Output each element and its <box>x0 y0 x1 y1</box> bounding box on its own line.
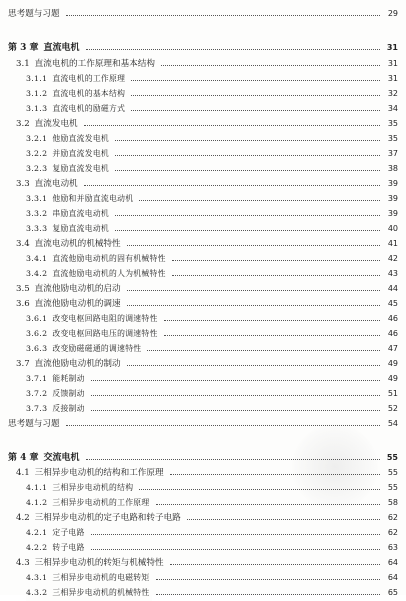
toc-entry-page: 29 <box>387 9 398 18</box>
toc-entry-number: 3.4 <box>16 239 30 249</box>
toc-entry-title: 直流电机的工作原理 <box>52 74 126 83</box>
toc-entry-section <box>0 236 406 252</box>
toc-entry-label <box>26 191 135 207</box>
toc-entry-number: 3.4.1 <box>26 254 48 263</box>
toc-entry-plain <box>0 416 406 432</box>
toc-entry-title: 直流电机的工作原理和基本结构 <box>34 59 155 69</box>
toc-entry-sub <box>0 495 406 511</box>
toc-entry-title: 三相异步电动机的电磁转矩 <box>52 573 150 582</box>
toc-entry-title: 三相异步电动机的工作原理 <box>52 498 150 507</box>
toc-entry-title: 三相异步电动机的机械特性 <box>52 588 150 597</box>
toc-entry-number: 3.1 <box>16 59 30 69</box>
toc-entry-number: 4.3 <box>16 558 30 568</box>
toc-entry-sub <box>0 371 406 387</box>
toc-entry-title: 三相异步电动机的结构 <box>52 483 134 492</box>
dot-leader <box>91 547 380 550</box>
dot-leader <box>131 108 380 111</box>
toc-entry-sub <box>0 585 406 601</box>
toc-entry-page: 46 <box>387 314 398 323</box>
toc-entry-number: 3.3.2 <box>26 209 48 218</box>
toc-entry-number: 3.3.3 <box>26 224 48 233</box>
dot-leader <box>164 333 380 336</box>
toc-entry-title: 直流他励电动机的调速 <box>34 299 121 309</box>
toc-entry-page: 38 <box>387 164 398 173</box>
toc-entry-page: 35 <box>387 119 398 128</box>
toc-entry-sub <box>0 311 406 327</box>
toc-entry-label <box>26 570 152 586</box>
dot-leader <box>66 423 380 426</box>
toc-entry-number: 3.2 <box>16 119 30 129</box>
dot-leader <box>172 258 380 261</box>
toc-entry-chapter <box>0 40 406 56</box>
toc-entry-page: 49 <box>387 359 398 368</box>
toc-entry-label <box>26 311 160 327</box>
toc-entry-label <box>26 495 152 511</box>
toc-entry-page: 37 <box>387 149 398 158</box>
toc-entry-label <box>8 6 62 22</box>
dot-leader <box>66 13 380 16</box>
toc-entry-sub <box>0 131 406 147</box>
toc-entry-title: 直流电动机 <box>34 179 78 189</box>
dot-leader <box>127 243 380 246</box>
toc-entry-page: 63 <box>387 543 398 552</box>
dot-leader <box>156 577 380 580</box>
toc-entry-title: 转子电路 <box>52 543 85 552</box>
toc-entry-page: 39 <box>387 194 398 203</box>
dot-leader <box>131 93 380 96</box>
toc-entry-page: 65 <box>387 588 398 597</box>
dot-leader <box>139 487 380 490</box>
dot-leader <box>115 138 380 141</box>
toc-entry-label <box>16 56 157 72</box>
toc-entry-label <box>26 480 135 496</box>
toc-entry-number: 3.7.2 <box>26 389 48 398</box>
toc-entry-page: 51 <box>387 389 398 398</box>
toc-entry-sub <box>0 386 406 402</box>
toc-entry-sub <box>0 326 406 342</box>
toc-entry-number: 3.7.1 <box>26 374 48 383</box>
toc-entry-title: 改变电枢回路电阻的调速特性 <box>52 314 158 323</box>
dot-leader <box>115 153 380 156</box>
toc-entry-label <box>16 296 123 312</box>
toc-entry-page: 64 <box>387 573 398 582</box>
toc-entry-title: 并励直流发电机 <box>52 149 110 158</box>
toc-entry-page: 54 <box>387 419 398 428</box>
toc-entry-number: 第 3 章 <box>8 43 39 53</box>
toc-entry-title: 三相异步电动机的转矩与机械特性 <box>34 558 164 568</box>
toc-entry-title: 他励和并励直流电动机 <box>52 194 134 203</box>
toc-entry-label <box>26 206 111 222</box>
toc-entry-number: 3.7 <box>16 359 30 369</box>
toc-entry-section <box>0 465 406 481</box>
toc-entry-sub <box>0 161 406 177</box>
toc-entry-label <box>16 510 183 526</box>
toc-entry-title: 能耗制动 <box>52 374 85 383</box>
toc-entry-page: 64 <box>387 558 398 567</box>
toc-entry-section <box>0 296 406 312</box>
toc-entry-label <box>26 386 87 402</box>
toc-entry-label <box>8 40 82 56</box>
toc-entry-title: 串励直流电动机 <box>52 209 110 218</box>
dot-leader <box>161 63 380 66</box>
dot-leader <box>139 198 380 201</box>
toc-entry-number: 3.6.2 <box>26 329 48 338</box>
toc-entry-sub <box>0 266 406 282</box>
toc-entry-label <box>16 116 80 132</box>
toc-entry-label <box>26 371 87 387</box>
toc-entry-page: 55 <box>387 483 398 492</box>
toc-entry-title: 直流电动机的机械特性 <box>34 239 121 249</box>
toc-entry-sub <box>0 86 406 102</box>
toc-entry-title: 直流电机的励磁方式 <box>52 104 126 113</box>
toc-entry-label <box>8 450 82 466</box>
toc-entry-page: 52 <box>387 404 398 413</box>
toc-entry-section <box>0 356 406 372</box>
toc-entry-title: 复励直流发电机 <box>52 164 110 173</box>
toc-entry-title: 复励直流电动机 <box>52 224 110 233</box>
toc-entry-page: 34 <box>387 104 398 113</box>
toc-entry-title: 思考题与习题 <box>8 419 60 429</box>
toc-entry-label <box>8 416 62 432</box>
toc-entry-page: 44 <box>387 284 398 293</box>
dot-leader <box>187 517 380 520</box>
toc-entry-page: 42 <box>387 254 398 263</box>
toc-entry-page: 43 <box>387 269 398 278</box>
dot-leader <box>91 532 380 535</box>
dot-leader <box>127 303 380 306</box>
toc-entry-page: 46 <box>387 329 398 338</box>
toc-entry-page: 55 <box>386 453 398 462</box>
dot-leader <box>84 183 380 186</box>
toc-entry-page: 45 <box>387 299 398 308</box>
dot-leader <box>170 472 380 475</box>
dot-leader <box>91 378 380 381</box>
toc-entry-page: 58 <box>387 498 398 507</box>
dot-leader <box>91 408 380 411</box>
toc-entry-title: 直流他励电动机的制动 <box>34 359 121 369</box>
toc-entry-title: 直流电机的基本结构 <box>52 89 126 98</box>
toc-entry-sub <box>0 251 406 267</box>
toc-entry-label <box>26 585 152 601</box>
toc-entry-number: 3.4.2 <box>26 269 48 278</box>
toc-entry-number: 3.2.1 <box>26 134 48 143</box>
toc-entry-title: 三相异步电动机的结构和工作原理 <box>34 468 164 478</box>
toc-entry-label <box>16 236 123 252</box>
toc-entry-number: 3.7.3 <box>26 404 48 413</box>
dot-leader <box>131 78 380 81</box>
toc-entry-sub <box>0 101 406 117</box>
toc-entry-label <box>26 266 168 282</box>
toc-entry-label <box>26 161 111 177</box>
toc-entry-label <box>16 465 166 481</box>
dot-leader <box>84 123 380 126</box>
toc-entry-sub <box>0 401 406 417</box>
toc-entry-title: 他励直流发电机 <box>52 134 110 143</box>
toc-entry-sub <box>0 341 406 357</box>
toc-entry-label <box>26 71 127 87</box>
toc-entry-sub <box>0 221 406 237</box>
toc-entry-page: 31 <box>387 59 398 68</box>
toc-entry-section <box>0 176 406 192</box>
dot-leader <box>115 213 380 216</box>
dot-leader <box>127 363 380 366</box>
toc-entry-sub <box>0 540 406 556</box>
toc-entry-page: 62 <box>387 528 398 537</box>
toc-entry-title: 思考题与习题 <box>8 9 60 19</box>
toc-entry-plain <box>0 6 406 22</box>
toc-entry-section <box>0 555 406 571</box>
dot-leader <box>172 273 380 276</box>
toc-entry-label <box>26 101 127 117</box>
toc-entry-label <box>26 251 168 267</box>
toc-entry-label <box>26 146 111 162</box>
toc-entry-label <box>16 555 166 571</box>
toc-entry-title: 直流他励电动机的固有机械特性 <box>52 254 166 263</box>
toc-entry-page: 39 <box>387 209 398 218</box>
toc-entry-number: 4.1 <box>16 468 30 478</box>
toc-entry-title: 直流发电机 <box>34 119 78 129</box>
toc-entry-page: 35 <box>387 134 398 143</box>
toc-entry-chapter <box>0 450 406 466</box>
toc-entry-title: 直流电机 <box>43 43 80 53</box>
toc-entry-page: 55 <box>387 468 398 477</box>
toc-entry-sub <box>0 191 406 207</box>
toc-entry-page: 49 <box>387 374 398 383</box>
toc-entry-section <box>0 56 406 72</box>
toc-entry-number: 3.1.2 <box>26 89 48 98</box>
toc-entry-page: 41 <box>387 239 398 248</box>
toc-entry-number: 3.5 <box>16 284 30 294</box>
toc-entry-label <box>26 131 111 147</box>
toc-entry-sub <box>0 206 406 222</box>
dot-leader <box>86 457 380 460</box>
toc-entry-sub <box>0 480 406 496</box>
toc-entry-number: 4.2.2 <box>26 543 48 552</box>
toc-entry-label <box>26 326 160 342</box>
dot-leader <box>156 502 380 505</box>
toc-entry-number: 4.3.1 <box>26 573 48 582</box>
toc-entry-label <box>16 281 123 297</box>
toc-entry-number: 4.3.2 <box>26 588 48 597</box>
toc-entry-sub <box>0 525 406 541</box>
toc-entry-label <box>26 540 87 556</box>
toc-entry-number: 4.2.1 <box>26 528 48 537</box>
dot-leader <box>170 562 380 565</box>
toc-entry-number: 3.3.1 <box>26 194 48 203</box>
toc-entry-page: 31 <box>387 74 398 83</box>
toc-entry-title: 改变电枢回路电压的调速特性 <box>52 329 158 338</box>
toc-entry-page: 31 <box>386 43 398 52</box>
toc-entry-section <box>0 510 406 526</box>
toc-entry-section <box>0 116 406 132</box>
dot-leader <box>147 348 380 351</box>
toc-entry-title: 定子电路 <box>52 528 85 537</box>
toc-entry-number: 4.2 <box>16 513 30 523</box>
toc-entry-label <box>16 176 80 192</box>
toc-entry-title: 交流电机 <box>43 453 80 463</box>
toc-entry-number: 第 4 章 <box>8 453 39 463</box>
toc-entry-title: 三相异步电动机的定子电路和转子电路 <box>34 513 181 523</box>
toc-entry-sub <box>0 146 406 162</box>
toc-entry-number: 3.6 <box>16 299 30 309</box>
toc-entry-label <box>26 86 127 102</box>
toc-entry-title: 改变励磁磁通的调速特性 <box>52 344 142 353</box>
toc-entry-number: 3.1.1 <box>26 74 48 83</box>
toc-entry-title: 反接制动 <box>52 404 85 413</box>
toc-entry-number: 3.6.1 <box>26 314 48 323</box>
toc-entry-number: 4.1.2 <box>26 498 48 507</box>
dot-leader <box>86 47 380 50</box>
toc-entry-title: 反馈制动 <box>52 389 85 398</box>
toc-entry-number: 4.1.1 <box>26 483 48 492</box>
toc-entry-label <box>26 341 143 357</box>
toc-entry-label <box>26 221 111 237</box>
toc-entry-sub <box>0 71 406 87</box>
toc-entry-title: 直流他励电动机的启动 <box>34 284 121 294</box>
toc-entry-title: 直流他励电动机的人为机械特性 <box>52 269 166 278</box>
toc-entry-label <box>26 525 87 541</box>
toc-entry-page: 40 <box>387 224 398 233</box>
toc-entry-page: 62 <box>387 513 398 522</box>
toc-entry-number: 3.3 <box>16 179 30 189</box>
toc-entry-label <box>26 401 87 417</box>
dot-leader <box>115 168 380 171</box>
toc-entry-number: 3.6.3 <box>26 344 48 353</box>
toc-entry-page: 39 <box>387 179 398 188</box>
dot-leader <box>115 228 380 231</box>
toc-entry-label <box>16 356 123 372</box>
toc-entry-number: 3.2.3 <box>26 164 48 173</box>
toc-entry-page: 47 <box>387 344 398 353</box>
toc-entry-page: 32 <box>387 89 398 98</box>
toc-entry-number: 3.1.3 <box>26 104 48 113</box>
dot-leader <box>127 288 380 291</box>
toc-entry-sub <box>0 570 406 586</box>
dot-leader <box>164 318 380 321</box>
toc-entry-number: 3.2.2 <box>26 149 48 158</box>
toc-entry-section <box>0 281 406 297</box>
dot-leader <box>91 393 380 396</box>
